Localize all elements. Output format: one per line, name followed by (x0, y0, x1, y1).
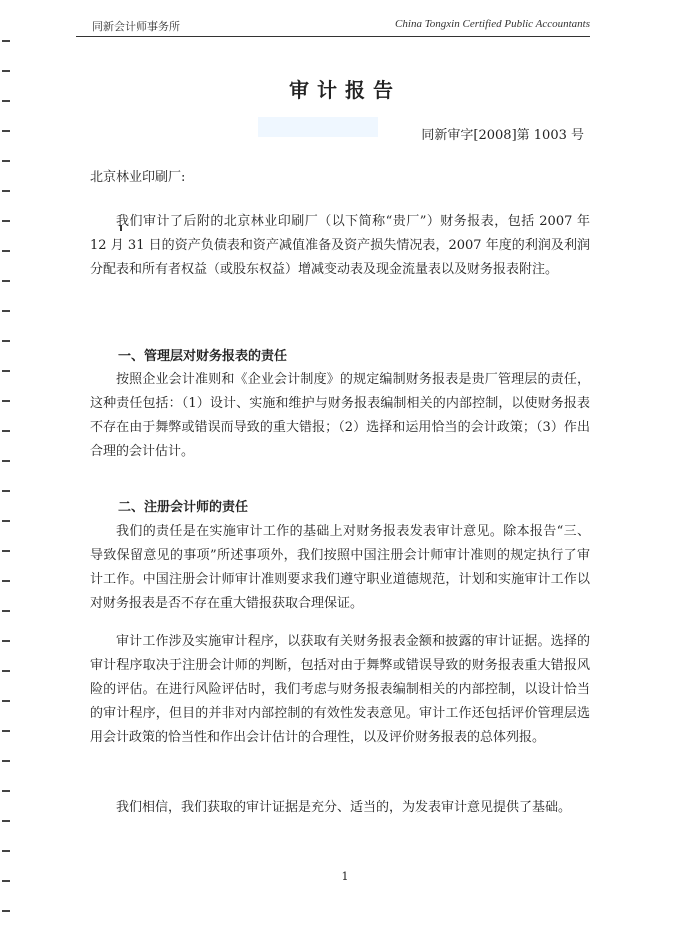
page-number: 1 (341, 870, 349, 883)
stamp-mark (258, 117, 378, 137)
firm-name-en: China Tongxin Certified Public Accountants (395, 18, 590, 30)
binding-marks (0, 0, 14, 946)
section2-heading: 二、注册会计师的责任 (118, 500, 249, 515)
intro-paragraph: 我们审计了后附的北京林业印刷厂（以下简称“贵厂”）财务报表，包括 2007 年 12 月 31 日的资产负债表和资产减值准备及资产损失情况表，2007 年度的利润及利润分配表和所有者权益（或股东权益）增减变动表及现金流量表以及财务报表附注。 (90, 214, 590, 277)
reference-number: 同新审字[2008]第 1003 号 (421, 128, 584, 143)
section2-paragraph-3: 我们相信，我们获取的审计证据是充分、适当的，为发表审计意见提供了基础。 (116, 800, 572, 815)
section1-body: 按照企业会计准则和《企业会计制度》的规定编制财务报表是贵厂管理层的责任，这种责任包括：（1）设计、实施和维护与财务报表编制相关的内部控制，以使财务报表不存在由于舞弊或错误而导致的重大错报；（2）选择和运用恰当的会计政策；（3）作出合理的会计估计。 (90, 372, 590, 459)
letterhead (76, 14, 590, 37)
report-title: 审计报告 (289, 78, 401, 102)
section2-paragraph-1: 我们的责任是在实施审计工作的基础上对财务报表发表审计意见。除本报告“三、导致保留意见的事项”所述事项外，我们按照中国注册会计师审计准则的规定执行了审计工作。中国注册会计师审计准则要求我们遵守职业道德规范，计划和实施审计工作以对财务报表是否不存在重大错报获取合理保证。 (90, 524, 590, 611)
firm-name-cn: 同新会计师事务所 (92, 20, 180, 33)
addressee: 北京林业印刷厂: (90, 170, 186, 185)
section1-heading: 一、管理层对财务报表的责任 (118, 349, 288, 364)
section2-paragraph-2: 审计工作涉及实施审计程序，以获取有关财务报表金额和披露的审计证据。选择的审计程序取决于注册会计师的判断，包括对由于舞弊或错误导致的财务报表重大错报风险的评估。在进行风险评估时，我们考虑与财务报表编制相关的内部控制，以设计恰当的审计程序，但目的并非对内部控制的有效性发表意见。审计工作还包括评价管理层选用会计政策的恰当性和作出会计估计的合理性，以及评价财务报表的总体列报。 (90, 634, 590, 745)
